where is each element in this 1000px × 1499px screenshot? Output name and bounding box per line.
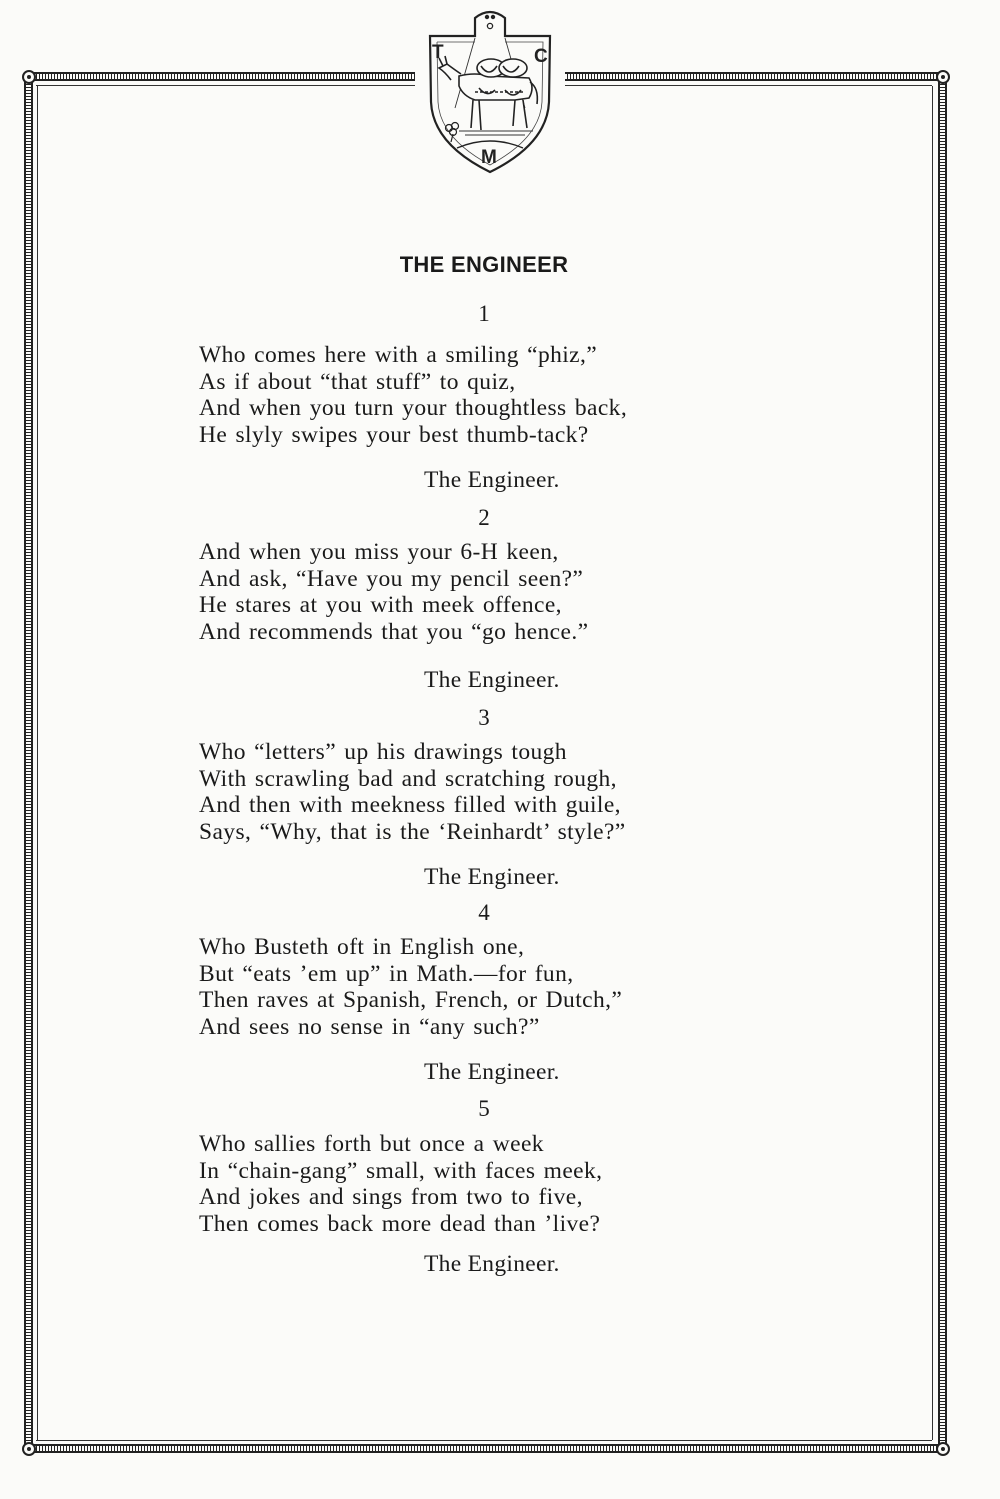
border-inner-top-right — [560, 85, 932, 86]
stanza — [199, 934, 759, 1040]
refrain: The Engineer. — [424, 467, 560, 493]
corner-ornament-bottom-left — [22, 1442, 36, 1456]
poem-line: And recommends that you “go hence.” — [199, 618, 589, 645]
crest-letter-bottom: M — [481, 147, 497, 168]
border-right — [938, 78, 947, 1450]
stanza — [199, 1131, 759, 1237]
crest-letter-right: C — [534, 46, 548, 67]
poem-line: And then with meekness filled with guile, — [199, 792, 621, 818]
stanza-number: 5 — [478, 1096, 490, 1121]
stanza-number: 4 — [478, 900, 490, 925]
stanza-number: 3 — [478, 705, 490, 730]
corner-ornament-top-right — [936, 70, 950, 84]
poem-line: He stares at you with meek offence, — [199, 592, 562, 618]
border-inner-bottom — [36, 1440, 932, 1441]
poem-line: Who sallies forth but once a week — [199, 1131, 544, 1157]
stanza — [199, 739, 759, 845]
poem-line: And sees no sense in “any such?” — [199, 1013, 540, 1040]
border-top-left — [30, 72, 422, 81]
refrain: The Engineer. — [424, 1059, 560, 1085]
stanza — [199, 342, 759, 448]
border-left — [24, 78, 33, 1450]
poem-line: And when you turn your thoughtless back, — [199, 395, 628, 421]
refrain: The Engineer. — [424, 1251, 560, 1277]
poem-line: And ask, “Have you my pencil seen?” — [199, 565, 584, 592]
poem-line: With scrawling bad and scratching rough, — [199, 765, 617, 792]
poem-line: Then comes back more dead than ’live? — [199, 1210, 601, 1237]
poem-line: Who comes here with a smiling “phiz,” — [199, 342, 598, 368]
poem-line: He slyly swipes your best thumb-tack? — [199, 421, 589, 448]
border-inner-left — [37, 86, 38, 1440]
poem-line: Who “letters” up his drawings tough — [199, 739, 567, 765]
poem-title: THE ENGINEER — [399, 252, 569, 277]
corner-ornament-top-left — [22, 70, 36, 84]
poem-line: As if about “that stuff” to quiz, — [199, 368, 516, 395]
crest-letter-left: T — [432, 42, 444, 63]
corner-ornament-bottom-right — [936, 1442, 950, 1456]
crest-emblem — [415, 4, 565, 176]
border-inner-right — [932, 86, 933, 1440]
refrain: The Engineer. — [424, 667, 560, 693]
border-bottom — [30, 1444, 938, 1453]
poem-line: Who Busteth oft in English one, — [199, 934, 525, 960]
poem-line: And when you miss your 6-H keen, — [199, 539, 559, 565]
border-inner-top-left — [36, 85, 420, 86]
poem-line: Says, “Why, that is the ‘Reinhardt’ style?” — [199, 818, 626, 845]
poem-line: And jokes and sings from two to five, — [199, 1184, 583, 1210]
poem-line: In “chain-gang” small, with faces meek, — [199, 1157, 603, 1184]
border-top-right — [558, 72, 938, 81]
poem-line: Then raves at Spanish, French, or Dutch,” — [199, 987, 623, 1013]
refrain: The Engineer. — [424, 864, 560, 890]
stanza-number: 1 — [478, 301, 490, 326]
stanza — [199, 539, 759, 645]
poem-line: But “eats ’em up” in Math.—for fun, — [199, 960, 574, 987]
stanza-number: 2 — [478, 505, 490, 530]
